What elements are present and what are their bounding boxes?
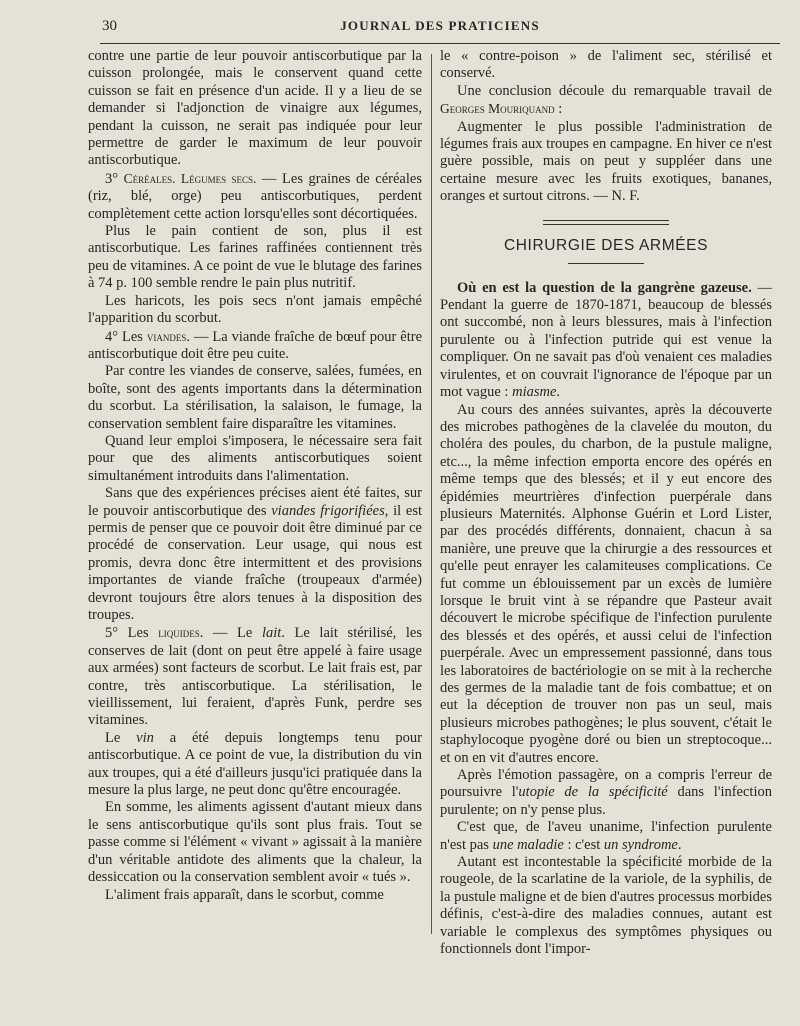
paragraph-cereales (88, 170, 422, 223)
header-rule (100, 43, 780, 44)
paragraph: L'aliment frais apparaît, dans le scorbut, comme (105, 886, 384, 903)
paragraph-gangrene (440, 280, 772, 402)
item-number: 3° (105, 170, 124, 187)
paragraph-utopie (440, 767, 772, 819)
text-run: — Pendant la guerre de 1870-1871, beaucoup de blessés ont succombé, non à leurs blessures, mais à l'infection purulente ou à l'infection putride qui est venue la compliquer. On ne savait pas d'où venaient ces maladies virulentes, et on couvrait l'ignorance de l'époque par un mot vague : (440, 279, 773, 401)
section-title-rule (568, 263, 644, 264)
paragraph: Les haricots, les pois secs n'ont jamais empêché l'apparition du scorbut. (88, 292, 422, 327)
paragraph-vin (88, 730, 422, 800)
paragraph: Quand leur emploi s'imposera, le nécessaire sera fait pour que des aliments antiscorbutiques soient simultanément introduits dans l'alimentation. (88, 432, 422, 484)
author-name: Georges Mouriquand (440, 101, 555, 117)
text-run: . (556, 384, 561, 401)
italic-term: viandes frigorifiées (271, 502, 385, 519)
text-run: C'est que, de l'aveu unanime, l'infection purulente n'est pas (440, 819, 772, 853)
left-column (88, 48, 422, 904)
paragraph: Autant est incontestable la spécificité morbide de la rougeole, de la scarlatine de la variole, de la syphilis, de la pustule maligne et de bien d'autres processus morbides définis, c'est-à-dire des maladies connues, autant est variable le complexus des symptômes physiques ou fonctionnels dont l'impor- (440, 854, 772, 958)
item-number: 5° Les (105, 625, 159, 642)
italic-term: un syndrome (603, 836, 678, 853)
section-title: CHIRURGIE DES ARMÉES (503, 236, 709, 254)
paragraph: Plus le pain contient de son, plus il est antiscorbutique. Les farines raffinées contiennent très peu de vitamines. A ce point de vue le blutage des farines à 74 p. 100 semble rendre le pain plus nutritif. (88, 223, 422, 292)
paragraph: Augmenter le plus possible l'administration de légumes frais aux troupes en campagne. En hiver ce n'est guère possible, mais on peut y suppléer dans une certaine mesure avec les fruits exotiques, bananes, oranges et surtout citrons. — N. F. (440, 118, 772, 205)
item-number: 4° Les (105, 328, 147, 345)
text-run: a été depuis longtemps tenu pour antiscorbutique. A ce point de vue, la distribution du vin aux troupes, qui a été d'ailleurs jusqu'ici pratiquée dans la mesure la plus large, ne peut donc qu'être encouragée. (88, 729, 423, 799)
item-text: . — La viande fraîche de bœuf pour être antiscorbutique doit être peu cuite. (88, 328, 423, 362)
paragraph-viandes (88, 328, 422, 364)
section-separator (543, 220, 669, 225)
paragraph: contre une partie de leur pouvoir antiscorbutique par la cuisson prolongée, mais le conservent quand cette cuisson se fait en présence d'un acide. Il y a lieu de se demander si l'adjonction de vinaigre aux légumes, pendant la cuisson, ne serait pas indiquée pour leur permettre de garder le maximum de leur pouvoir antiscorbutique. (88, 48, 422, 169)
text-run: Sans que des expériences précises aient été faites, sur le pouvoir antiscorbutique des (88, 485, 422, 519)
text-run: : (554, 101, 563, 118)
item-heading: viandes (146, 328, 187, 344)
paragraph: le « contre-poison » de l'aliment sec, stérilisé et conservé. (440, 48, 772, 82)
running-title: JOURNAL DES PRATICIENS (340, 18, 540, 33)
text-run: . (677, 836, 682, 853)
paragraph: En somme, les aliments agissent d'autant mieux dans le sens antiscorbutique qu'ils sont plus frais. Tout se passe comme si l'élément « vivant » agissait à la manière d'un véritable antidote des aliments que la chaleur, la dessiccation ou la conservation semblent avoir « tués ». (88, 799, 422, 886)
article-heading: Où en est la question de la gangrène gazeuse. (457, 279, 752, 296)
right-column (440, 48, 772, 959)
text-run: Le (105, 729, 137, 746)
paragraph-conclusion (440, 83, 772, 119)
page-header (100, 16, 780, 42)
text-run: . Le lait stérilisé, les conserves de lait (dont on peut être appelé à faire usage aux armées) sont facteurs de scorbut. Le lait frais est, par contre, très antiscorbutique. La stérilisation, le vieillissement, lui feraient, d'après Funk, perdre ses vitamines. (88, 625, 422, 729)
text-run: , il est permis de penser que ce pouvoir doit être diminué par ce procédé de conservation. Leur usage, qui nous est promis, devra donc être intermittent et des provisions importantes de viande fraîche (troupeaux d'armée) devront toujours être alors tenues à la disposition des troupes. (88, 502, 422, 623)
paragraph-liquides (88, 624, 422, 729)
text-run: Une conclusion découle du remarquable travail de (457, 82, 772, 99)
italic-term: lait (261, 625, 282, 642)
item-text: — Les graines de céréales (riz, blé, orge) peu antiscorbutiques, perdent complètement cette action lorsqu'elles sont décortiquées. (88, 170, 422, 222)
italic-term: miasme (512, 384, 557, 401)
italic-term: utopie de la spécificité (518, 784, 668, 801)
column-divider (431, 54, 432, 934)
text-run: : c'est (563, 836, 604, 853)
text-run: . — Le (199, 625, 262, 642)
paragraph: Au cours des années suivantes, après la découverte des microbes pathogènes de la clavelée du mouton, du choléra des poules, du charbon, de la pustule maligne, etc..., la même infection emporta encore des opérés en même temps que des blessés; et il y eut encore des épidémies meurtrières d'infection puerpérale dans plusieurs Maternités. Alphonse Guérin et Lord Lister, par des procédés différents, donnaient, chacun à sa manière, une preuve que la chirurgie a des ressources et qu'elle peut enrayer les calamiteuses complications. Ce fut comme un éblouissement par un excès de lumière lorsque le bruit vint à se répandre que Pasteur avait découvert le microbe spécifique de l'infection purulente des blessés et des opérés, et aussi celui de l'infection puerpérale. Avec un empressement passionné, dans tous les laboratoires de bactériologie on se mit à la recherche des germes de la maladie tant de fois combattue; et on eut la déception de trouver non pas un seul, mais plusieurs microbes pathogènes; le plus souvent, c'était le staphylocoque pyogène doré ou bien un streptocoque... et on en vit d'autres encore. (440, 401, 772, 766)
text-run: Après l'émotion passagère, on a compris l'erreur de poursuivre l' (440, 767, 772, 801)
italic-term: vin (136, 729, 154, 746)
item-heading: Céréales. Légumes secs. (123, 170, 257, 186)
item-heading: liquides (158, 625, 200, 641)
paragraph-viandes-frigorifiees (88, 485, 422, 624)
text-run: dans l'infection purulente; on n'y pense plus. (440, 784, 772, 818)
paragraph: Par contre les viandes de conserve, salées, fumées, en boîte, sont des agents importants dans la détermination du scorbut. La stérilisation, la salaison, le fumage, la conservation semblent faire disparaître les vitamines. (88, 363, 422, 432)
paragraph-syndrome (440, 819, 772, 854)
italic-term: une maladie (492, 836, 564, 853)
page-number: 30 (102, 18, 117, 34)
